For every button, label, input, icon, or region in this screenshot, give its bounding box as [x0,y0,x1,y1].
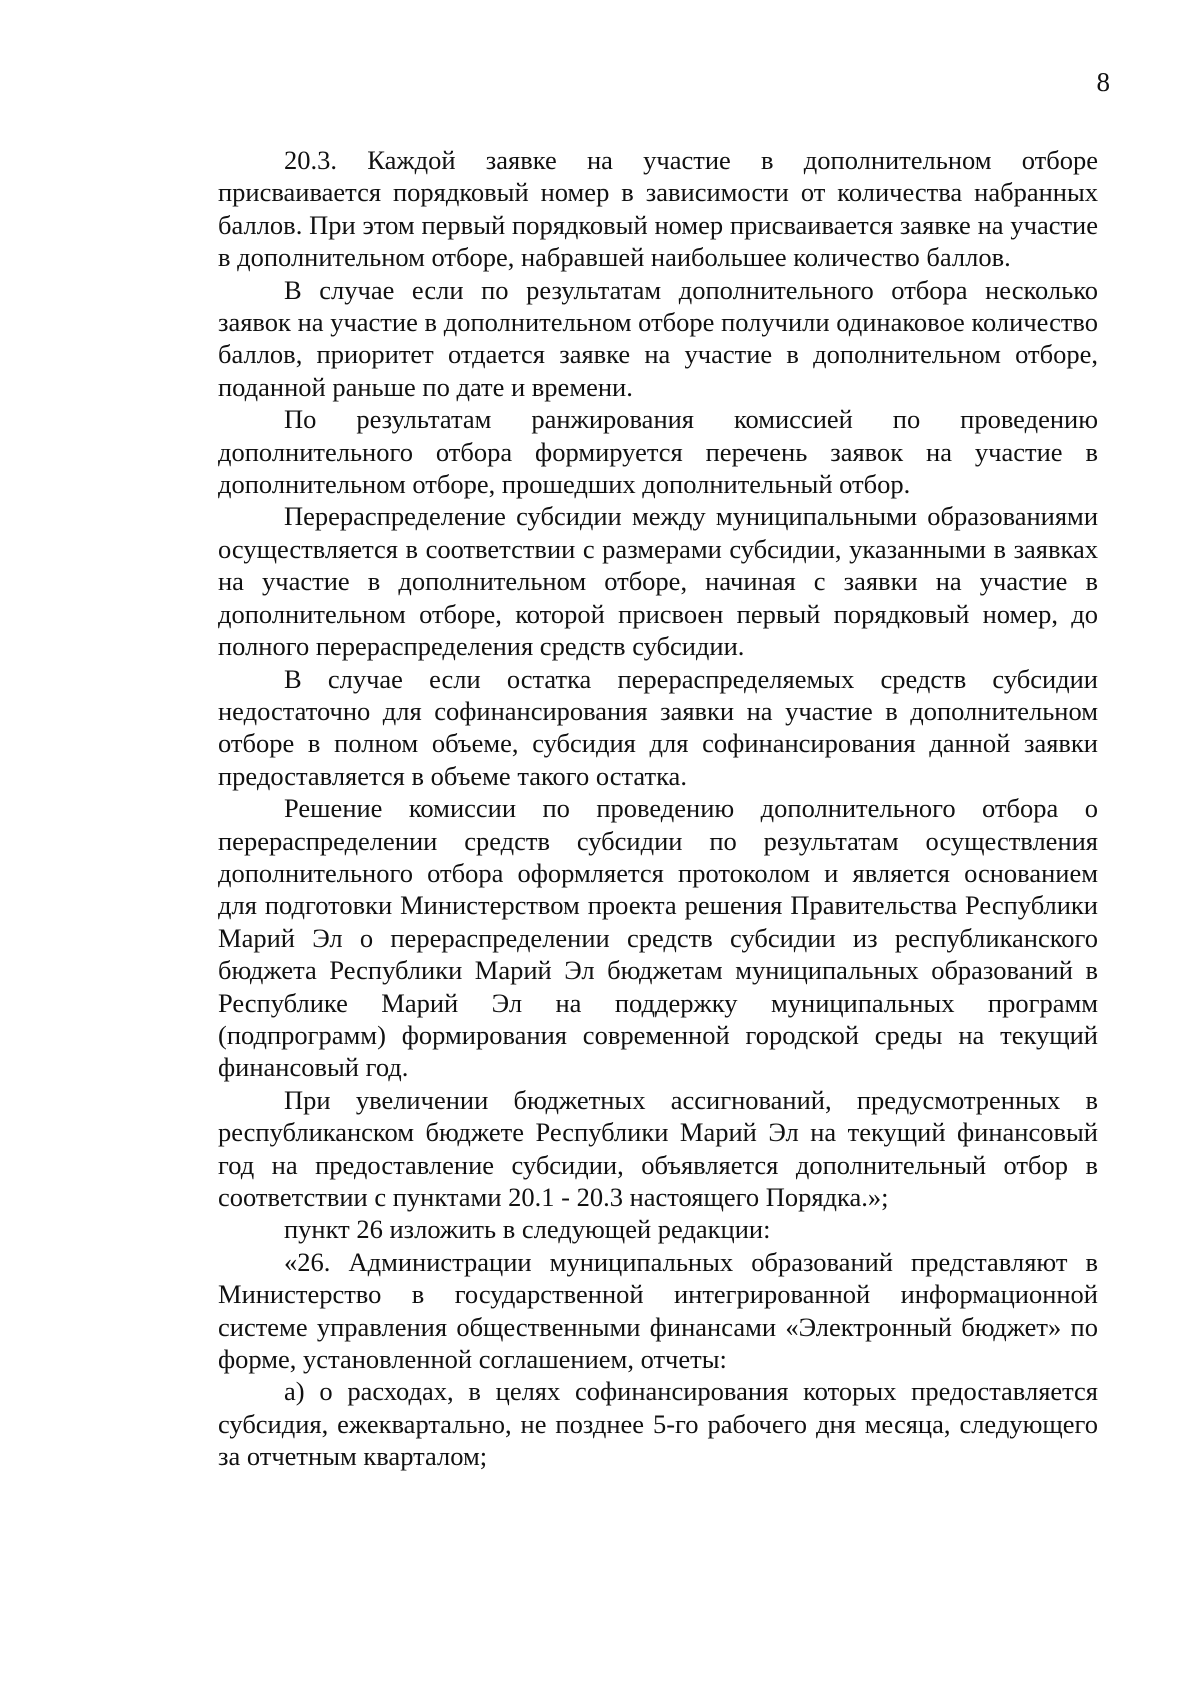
paragraph-insufficient-remainder: В случае если остатка перераспределяемых средств субсидии недостаточно для софинансирования заявки на участие в дополнительном отборе в полном объеме, субсидия для софинансирования данной заявки предоставляется в объеме такого остатка. [218,663,1098,791]
paragraph-item-26: «26. Администрации муниципальных образований представляют в Министерство в государственной интегрированной информационной системе управления общественными финансами «Электронный бюджет» по форме, установленной соглашением, отчеты: [218,1246,1098,1375]
paragraph-item-26-intro: пункт 26 изложить в следующей редакции: [284,1214,771,1245]
paragraph-ranking-results: По результатам ранжирования комиссией по проведению дополнительного отбора формируется перечень заявок на участие в дополнительном отборе, прошедших дополнительный отбор. [218,404,1098,500]
paragraph-commission-decision: Решение комиссии по проведению дополнительного отбора о перераспределении средств субсидии по результатам осуществления дополнительного отбора оформляется протоколом и является основанием для подготовки Министерством проекта решения Правительства Республики Марий Эл о перераспределении средств субсидии из республиканского бюджета Республики Марий Эл бюджетам муниципальных образований в Республике Марий Эл на поддержку муниципальных программ (подпрограмм) формирования современной городской среды на текущий финансовый год. [218,793,1098,1083]
paragraph-item-26-a: а) о расходах, в целях софинансирования которых предоставляется субсидия, ежеквартально, не позднее 5-го рабочего дня месяца, следующего за отчетным кварталом; [218,1376,1098,1472]
paragraph-budget-increase: При увеличении бюджетных ассигнований, предусмотренных в республиканском бюджете Республики Марий Эл на текущий финансовый год на предоставление субсидии, объявляется дополнительный отбор в соответствии с пунктами 20.1 - 20.3 настоящего Порядка.»; [218,1084,1098,1212]
document-body [218,144,1098,1473]
paragraph-equal-scores: В случае если по результатам дополнительного отбора несколько заявок на участие в дополнительном отборе получили одинаковое количество баллов, приоритет отдается заявке на участие в дополнительном отборе, поданной раньше по дате и времени. [218,274,1098,402]
paragraph-redistribution: Перераспределение субсидии между муниципальными образованиями осуществляется в соответствии с размерами субсидии, указанными в заявках на участие в дополнительном отборе, начиная с заявки на участие в дополнительном отборе, которой присвоен первый порядковый номер, до полного перераспределения средств субсидии. [218,501,1098,662]
paragraph-20-3-numbering: 20.3. Каждой заявке на участие в дополнительном отборе присваивается порядковый номер в зависимости от количества набранных баллов. При этом первый порядковый номер присваивается заявке на участие в дополнительном отборе, набравшей наибольшее количество баллов. [218,145,1098,273]
page-number: 8 [1096,67,1110,97]
